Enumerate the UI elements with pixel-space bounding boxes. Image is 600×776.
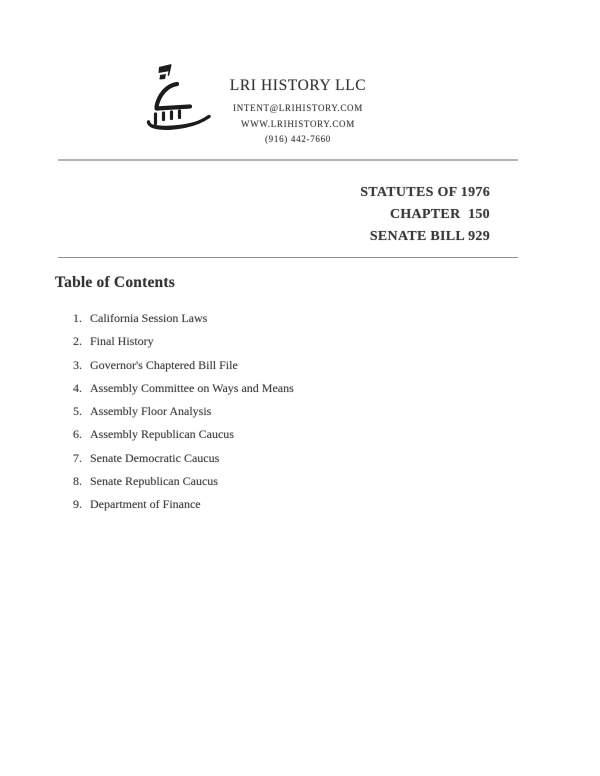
- toc-item-label: Senate Republican Caucus: [90, 474, 218, 489]
- toc-item-label: California Session Laws: [90, 311, 208, 325]
- toc-item-label: Assembly Committee on Ways and Means: [90, 380, 294, 395]
- toc-item-number: 7.: [73, 450, 82, 465]
- toc-item-number: 6.: [73, 427, 82, 442]
- toc-item: [68, 404, 294, 427]
- toc-item: [68, 358, 294, 381]
- toc-item-label: Assembly Republican Caucus: [90, 427, 234, 442]
- toc-heading: Table of Contents: [55, 274, 175, 291]
- toc-item: [68, 427, 294, 450]
- company-email: INTENT@LRIHISTORY.COM: [233, 103, 363, 113]
- company-phone: (916) 442-7660: [264, 134, 332, 145]
- statute-reference: [360, 182, 490, 248]
- company-name: LRI HISTORY LLC: [229, 77, 367, 94]
- toc-item-label: Department of Finance: [90, 497, 201, 512]
- statute-year-line: STATUTES OF 1976: [360, 185, 490, 200]
- toc-item-number: 8.: [73, 474, 82, 489]
- toc-item-label: Final History: [90, 334, 154, 349]
- toc-item-number: 4.: [73, 380, 82, 395]
- toc-item-number: 3.: [73, 357, 82, 372]
- toc-item-number: 2.: [73, 334, 82, 349]
- toc-item: [68, 451, 294, 474]
- toc-item: [68, 381, 294, 404]
- toc-item-number: 9.: [73, 497, 82, 512]
- toc-item: [68, 474, 294, 497]
- letterhead: [148, 77, 448, 148]
- company-website: WWW.LRIHISTORY.COM: [241, 118, 355, 129]
- toc-item-number: 1.: [73, 311, 82, 325]
- toc-item: [68, 497, 294, 520]
- toc-item-number: 5.: [73, 404, 82, 419]
- toc-item-label: Governor's Chaptered Bill File: [90, 357, 238, 372]
- toc-item-label: Assembly Floor Analysis: [90, 404, 212, 419]
- toc-item: [68, 311, 294, 334]
- toc-list: [68, 311, 294, 521]
- divider-top: [58, 159, 518, 161]
- toc-item-label: Senate Democratic Caucus: [90, 450, 220, 465]
- statute-bill-line: SENATE BILL 929: [369, 229, 490, 244]
- divider-bottom: [58, 257, 518, 258]
- statute-chapter-line: CHAPTER 150: [389, 207, 490, 222]
- toc-item: [68, 334, 294, 357]
